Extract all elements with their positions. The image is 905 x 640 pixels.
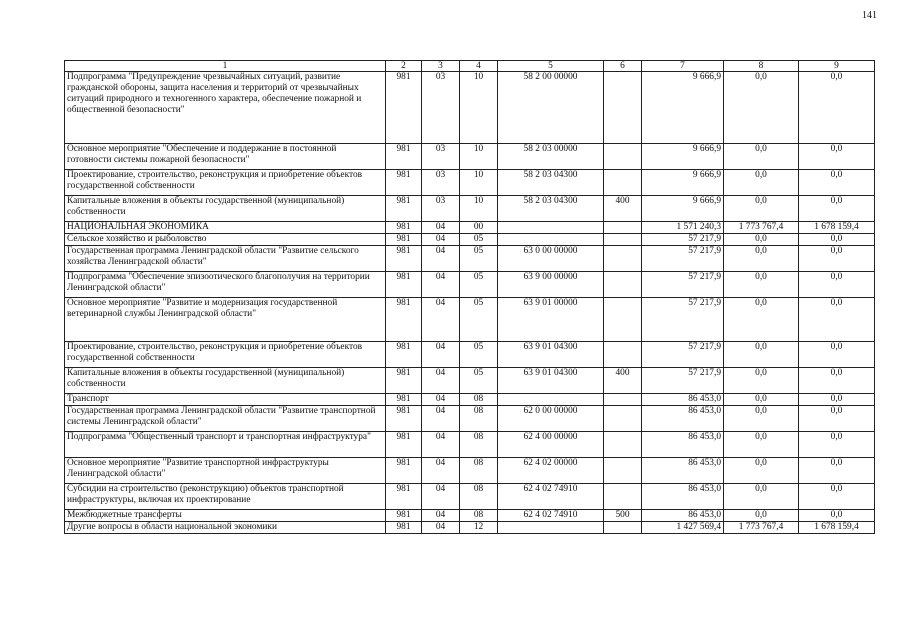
section-code: 04 — [422, 342, 460, 368]
target-article-code — [498, 234, 604, 246]
ministry-code: 981 — [386, 484, 422, 510]
subsection-code: 05 — [460, 234, 498, 246]
budget-item-name: Основное мероприятие "Развитие транспортной инфраструктуры Ленинградской области" — [65, 458, 386, 484]
subsection-code: 12 — [460, 522, 498, 534]
amount-year-1: 57 217,9 — [642, 298, 724, 342]
table-row — [65, 222, 875, 234]
amount-year-2: 0,0 — [724, 72, 799, 144]
column-header: 5 — [498, 61, 604, 72]
table-row — [65, 144, 875, 170]
header-row — [65, 61, 875, 72]
column-header: 3 — [422, 61, 460, 72]
expense-type-code — [604, 342, 642, 368]
amount-year-1: 9 666,9 — [642, 144, 724, 170]
amount-year-3: 0,0 — [799, 484, 875, 510]
table-row — [65, 406, 875, 432]
target-article-code: 63 9 01 00000 — [498, 298, 604, 342]
column-header: 7 — [642, 61, 724, 72]
subsection-code: 05 — [460, 246, 498, 272]
subsection-code: 10 — [460, 144, 498, 170]
budget-item-name: Межбюджетные трансферты — [65, 510, 386, 522]
expense-type-code: 500 — [604, 510, 642, 522]
ministry-code: 981 — [386, 342, 422, 368]
amount-year-3: 0,0 — [799, 406, 875, 432]
section-code: 03 — [422, 170, 460, 196]
budget-item-name: Капитальные вложения в объекты государственной (муниципальной) собственности — [65, 196, 386, 222]
subsection-code: 05 — [460, 368, 498, 394]
target-article-code: 58 2 03 04300 — [498, 170, 604, 196]
budget-item-name: Сельское хозяйство и рыболовство — [65, 234, 386, 246]
ministry-code: 981 — [386, 368, 422, 394]
amount-year-3: 1 678 159,4 — [799, 222, 875, 234]
expense-type-code — [604, 72, 642, 144]
budget-item-name: Субсидии на строительство (реконструкцию) объектов транспортной инфраструктуры, включая их проектирование — [65, 484, 386, 510]
expense-type-code — [604, 406, 642, 432]
column-header: 4 — [460, 61, 498, 72]
amount-year-2: 0,0 — [724, 298, 799, 342]
target-article-code — [498, 222, 604, 234]
expense-type-code — [604, 484, 642, 510]
column-header: 8 — [724, 61, 799, 72]
amount-year-3: 0,0 — [799, 144, 875, 170]
subsection-code: 08 — [460, 484, 498, 510]
amount-year-1: 1 571 240,3 — [642, 222, 724, 234]
expense-type-code: 400 — [604, 368, 642, 394]
subsection-code: 08 — [460, 510, 498, 522]
amount-year-3: 0,0 — [799, 196, 875, 222]
expense-type-code — [604, 246, 642, 272]
amount-year-1: 86 453,0 — [642, 406, 724, 432]
table-row — [65, 510, 875, 522]
table-row — [65, 394, 875, 406]
expense-type-code — [604, 394, 642, 406]
section-code: 03 — [422, 72, 460, 144]
amount-year-1: 9 666,9 — [642, 196, 724, 222]
ministry-code: 981 — [386, 432, 422, 458]
subsection-code: 08 — [460, 406, 498, 432]
budget-table — [64, 60, 875, 534]
column-header: 6 — [604, 61, 642, 72]
section-code: 04 — [422, 234, 460, 246]
amount-year-2: 0,0 — [724, 432, 799, 458]
amount-year-2: 0,0 — [724, 510, 799, 522]
page-number: 141 — [862, 10, 877, 21]
amount-year-3: 0,0 — [799, 432, 875, 458]
amount-year-2: 0,0 — [724, 272, 799, 298]
budget-item-name: Проектирование, строительство, реконструкция и приобретение объектов государственной собственности — [65, 342, 386, 368]
amount-year-2: 0,0 — [724, 234, 799, 246]
table-row — [65, 342, 875, 368]
expense-type-code — [604, 432, 642, 458]
amount-year-3: 0,0 — [799, 394, 875, 406]
target-article-code: 63 9 01 04300 — [498, 342, 604, 368]
budget-item-name: Капитальные вложения в объекты государственной (муниципальной) собственности — [65, 368, 386, 394]
ministry-code: 981 — [386, 510, 422, 522]
budget-item-name: Государственная программа Ленинградской области "Развитие сельского хозяйства Ленинградской области" — [65, 246, 386, 272]
amount-year-2: 0,0 — [724, 368, 799, 394]
target-article-code: 62 0 00 00000 — [498, 406, 604, 432]
table-row — [65, 234, 875, 246]
subsection-code: 10 — [460, 72, 498, 144]
amount-year-1: 57 217,9 — [642, 342, 724, 368]
ministry-code: 981 — [386, 72, 422, 144]
amount-year-3: 0,0 — [799, 246, 875, 272]
amount-year-3: 0,0 — [799, 72, 875, 144]
expense-type-code — [604, 272, 642, 298]
ministry-code: 981 — [386, 196, 422, 222]
expense-type-code — [604, 522, 642, 534]
expense-type-code — [604, 298, 642, 342]
table-row — [65, 246, 875, 272]
section-code: 04 — [422, 458, 460, 484]
amount-year-3: 0,0 — [799, 342, 875, 368]
table-row — [65, 522, 875, 534]
section-code: 04 — [422, 510, 460, 522]
amount-year-1: 1 427 569,4 — [642, 522, 724, 534]
ministry-code: 981 — [386, 222, 422, 234]
amount-year-2: 0,0 — [724, 406, 799, 432]
ministry-code: 981 — [386, 458, 422, 484]
amount-year-2: 0,0 — [724, 342, 799, 368]
amount-year-1: 86 453,0 — [642, 458, 724, 484]
section-code: 03 — [422, 144, 460, 170]
ministry-code: 981 — [386, 394, 422, 406]
target-article-code: 62 4 00 00000 — [498, 432, 604, 458]
amount-year-3: 0,0 — [799, 234, 875, 246]
table-row — [65, 170, 875, 196]
amount-year-2: 0,0 — [724, 144, 799, 170]
budget-item-name: Транспорт — [65, 394, 386, 406]
amount-year-3: 0,0 — [799, 368, 875, 394]
amount-year-2: 1 773 767,4 — [724, 222, 799, 234]
section-code: 04 — [422, 368, 460, 394]
subsection-code: 08 — [460, 458, 498, 484]
table-row — [65, 458, 875, 484]
target-article-code: 63 9 00 00000 — [498, 272, 604, 298]
ministry-code: 981 — [386, 246, 422, 272]
amount-year-3: 0,0 — [799, 458, 875, 484]
column-header: 1 — [65, 61, 386, 72]
amount-year-3: 0,0 — [799, 298, 875, 342]
subsection-code: 05 — [460, 272, 498, 298]
amount-year-2: 0,0 — [724, 458, 799, 484]
table-row — [65, 72, 875, 144]
table-row — [65, 272, 875, 298]
subsection-code: 00 — [460, 222, 498, 234]
column-header: 9 — [799, 61, 875, 72]
ministry-code: 981 — [386, 406, 422, 432]
subsection-code: 05 — [460, 298, 498, 342]
budget-item-name: Подпрограмма "Предупреждение чрезвычайных ситуаций, развитие гражданской обороны, защита населения и территорий от чрезвычайных ситуаций природного и техногенного характера, обеспечение пожарной и общественной безопасности" — [65, 72, 386, 144]
expense-type-code — [604, 144, 642, 170]
target-article-code: 58 2 03 00000 — [498, 144, 604, 170]
amount-year-3: 0,0 — [799, 272, 875, 298]
ministry-code: 981 — [386, 170, 422, 196]
amount-year-1: 57 217,9 — [642, 234, 724, 246]
section-code: 04 — [422, 298, 460, 342]
ministry-code: 981 — [386, 144, 422, 170]
budget-item-name: Проектирование, строительство, реконструкция и приобретение объектов государственной собственности — [65, 170, 386, 196]
budget-item-name: Подпрограмма "Общественный транспорт и транспортная инфраструктура" — [65, 432, 386, 458]
target-article-code — [498, 394, 604, 406]
ministry-code: 981 — [386, 272, 422, 298]
target-article-code: 62 4 02 74910 — [498, 510, 604, 522]
amount-year-3: 1 678 159,4 — [799, 522, 875, 534]
target-article-code: 58 2 00 00000 — [498, 72, 604, 144]
target-article-code: 58 2 03 04300 — [498, 196, 604, 222]
target-article-code: 63 9 01 04300 — [498, 368, 604, 394]
target-article-code: 63 0 00 00000 — [498, 246, 604, 272]
subsection-code: 05 — [460, 342, 498, 368]
amount-year-2: 0,0 — [724, 170, 799, 196]
section-code: 04 — [422, 272, 460, 298]
table-row — [65, 432, 875, 458]
target-article-code: 62 4 02 00000 — [498, 458, 604, 484]
table-row — [65, 484, 875, 510]
ministry-code: 981 — [386, 234, 422, 246]
section-code: 04 — [422, 394, 460, 406]
amount-year-1: 86 453,0 — [642, 484, 724, 510]
ministry-code: 981 — [386, 522, 422, 534]
budget-item-name: НАЦИОНАЛЬНАЯ ЭКОНОМИКА — [65, 222, 386, 234]
column-header: 2 — [386, 61, 422, 72]
expense-type-code — [604, 458, 642, 484]
budget-item-name: Государственная программа Ленинградской области "Развитие транспортной системы Ленинградской области" — [65, 406, 386, 432]
budget-item-name: Основное мероприятие "Развитие и модернизация государственной ветеринарной службы Ленинградской области" — [65, 298, 386, 342]
section-code: 04 — [422, 484, 460, 510]
expense-type-code: 400 — [604, 196, 642, 222]
table-row — [65, 298, 875, 342]
section-code: 04 — [422, 522, 460, 534]
amount-year-1: 9 666,9 — [642, 170, 724, 196]
amount-year-1: 86 453,0 — [642, 510, 724, 522]
amount-year-2: 0,0 — [724, 196, 799, 222]
expense-type-code — [604, 170, 642, 196]
section-code: 04 — [422, 432, 460, 458]
subsection-code: 10 — [460, 170, 498, 196]
amount-year-2: 1 773 767,4 — [724, 522, 799, 534]
amount-year-1: 57 217,9 — [642, 246, 724, 272]
subsection-code: 10 — [460, 196, 498, 222]
amount-year-1: 86 453,0 — [642, 394, 724, 406]
ministry-code: 981 — [386, 298, 422, 342]
target-article-code: 62 4 02 74910 — [498, 484, 604, 510]
section-code: 04 — [422, 406, 460, 432]
amount-year-2: 0,0 — [724, 484, 799, 510]
amount-year-1: 57 217,9 — [642, 368, 724, 394]
amount-year-2: 0,0 — [724, 246, 799, 272]
table-row — [65, 368, 875, 394]
amount-year-1: 9 666,9 — [642, 72, 724, 144]
amount-year-3: 0,0 — [799, 510, 875, 522]
section-code: 04 — [422, 246, 460, 272]
section-code: 04 — [422, 222, 460, 234]
table-row — [65, 196, 875, 222]
target-article-code — [498, 522, 604, 534]
amount-year-3: 0,0 — [799, 170, 875, 196]
amount-year-1: 86 453,0 — [642, 432, 724, 458]
subsection-code: 08 — [460, 394, 498, 406]
budget-item-name: Подпрограмма "Обеспечение эпизоотического благополучия на территории Ленинградской области" — [65, 272, 386, 298]
subsection-code: 08 — [460, 432, 498, 458]
expense-type-code — [604, 234, 642, 246]
amount-year-2: 0,0 — [724, 394, 799, 406]
amount-year-1: 57 217,9 — [642, 272, 724, 298]
budget-item-name: Другие вопросы в области национальной экономики — [65, 522, 386, 534]
section-code: 03 — [422, 196, 460, 222]
expense-type-code — [604, 222, 642, 234]
budget-item-name: Основное мероприятие "Обеспечение и поддержание в постоянной готовности системы пожарной безопасности" — [65, 144, 386, 170]
